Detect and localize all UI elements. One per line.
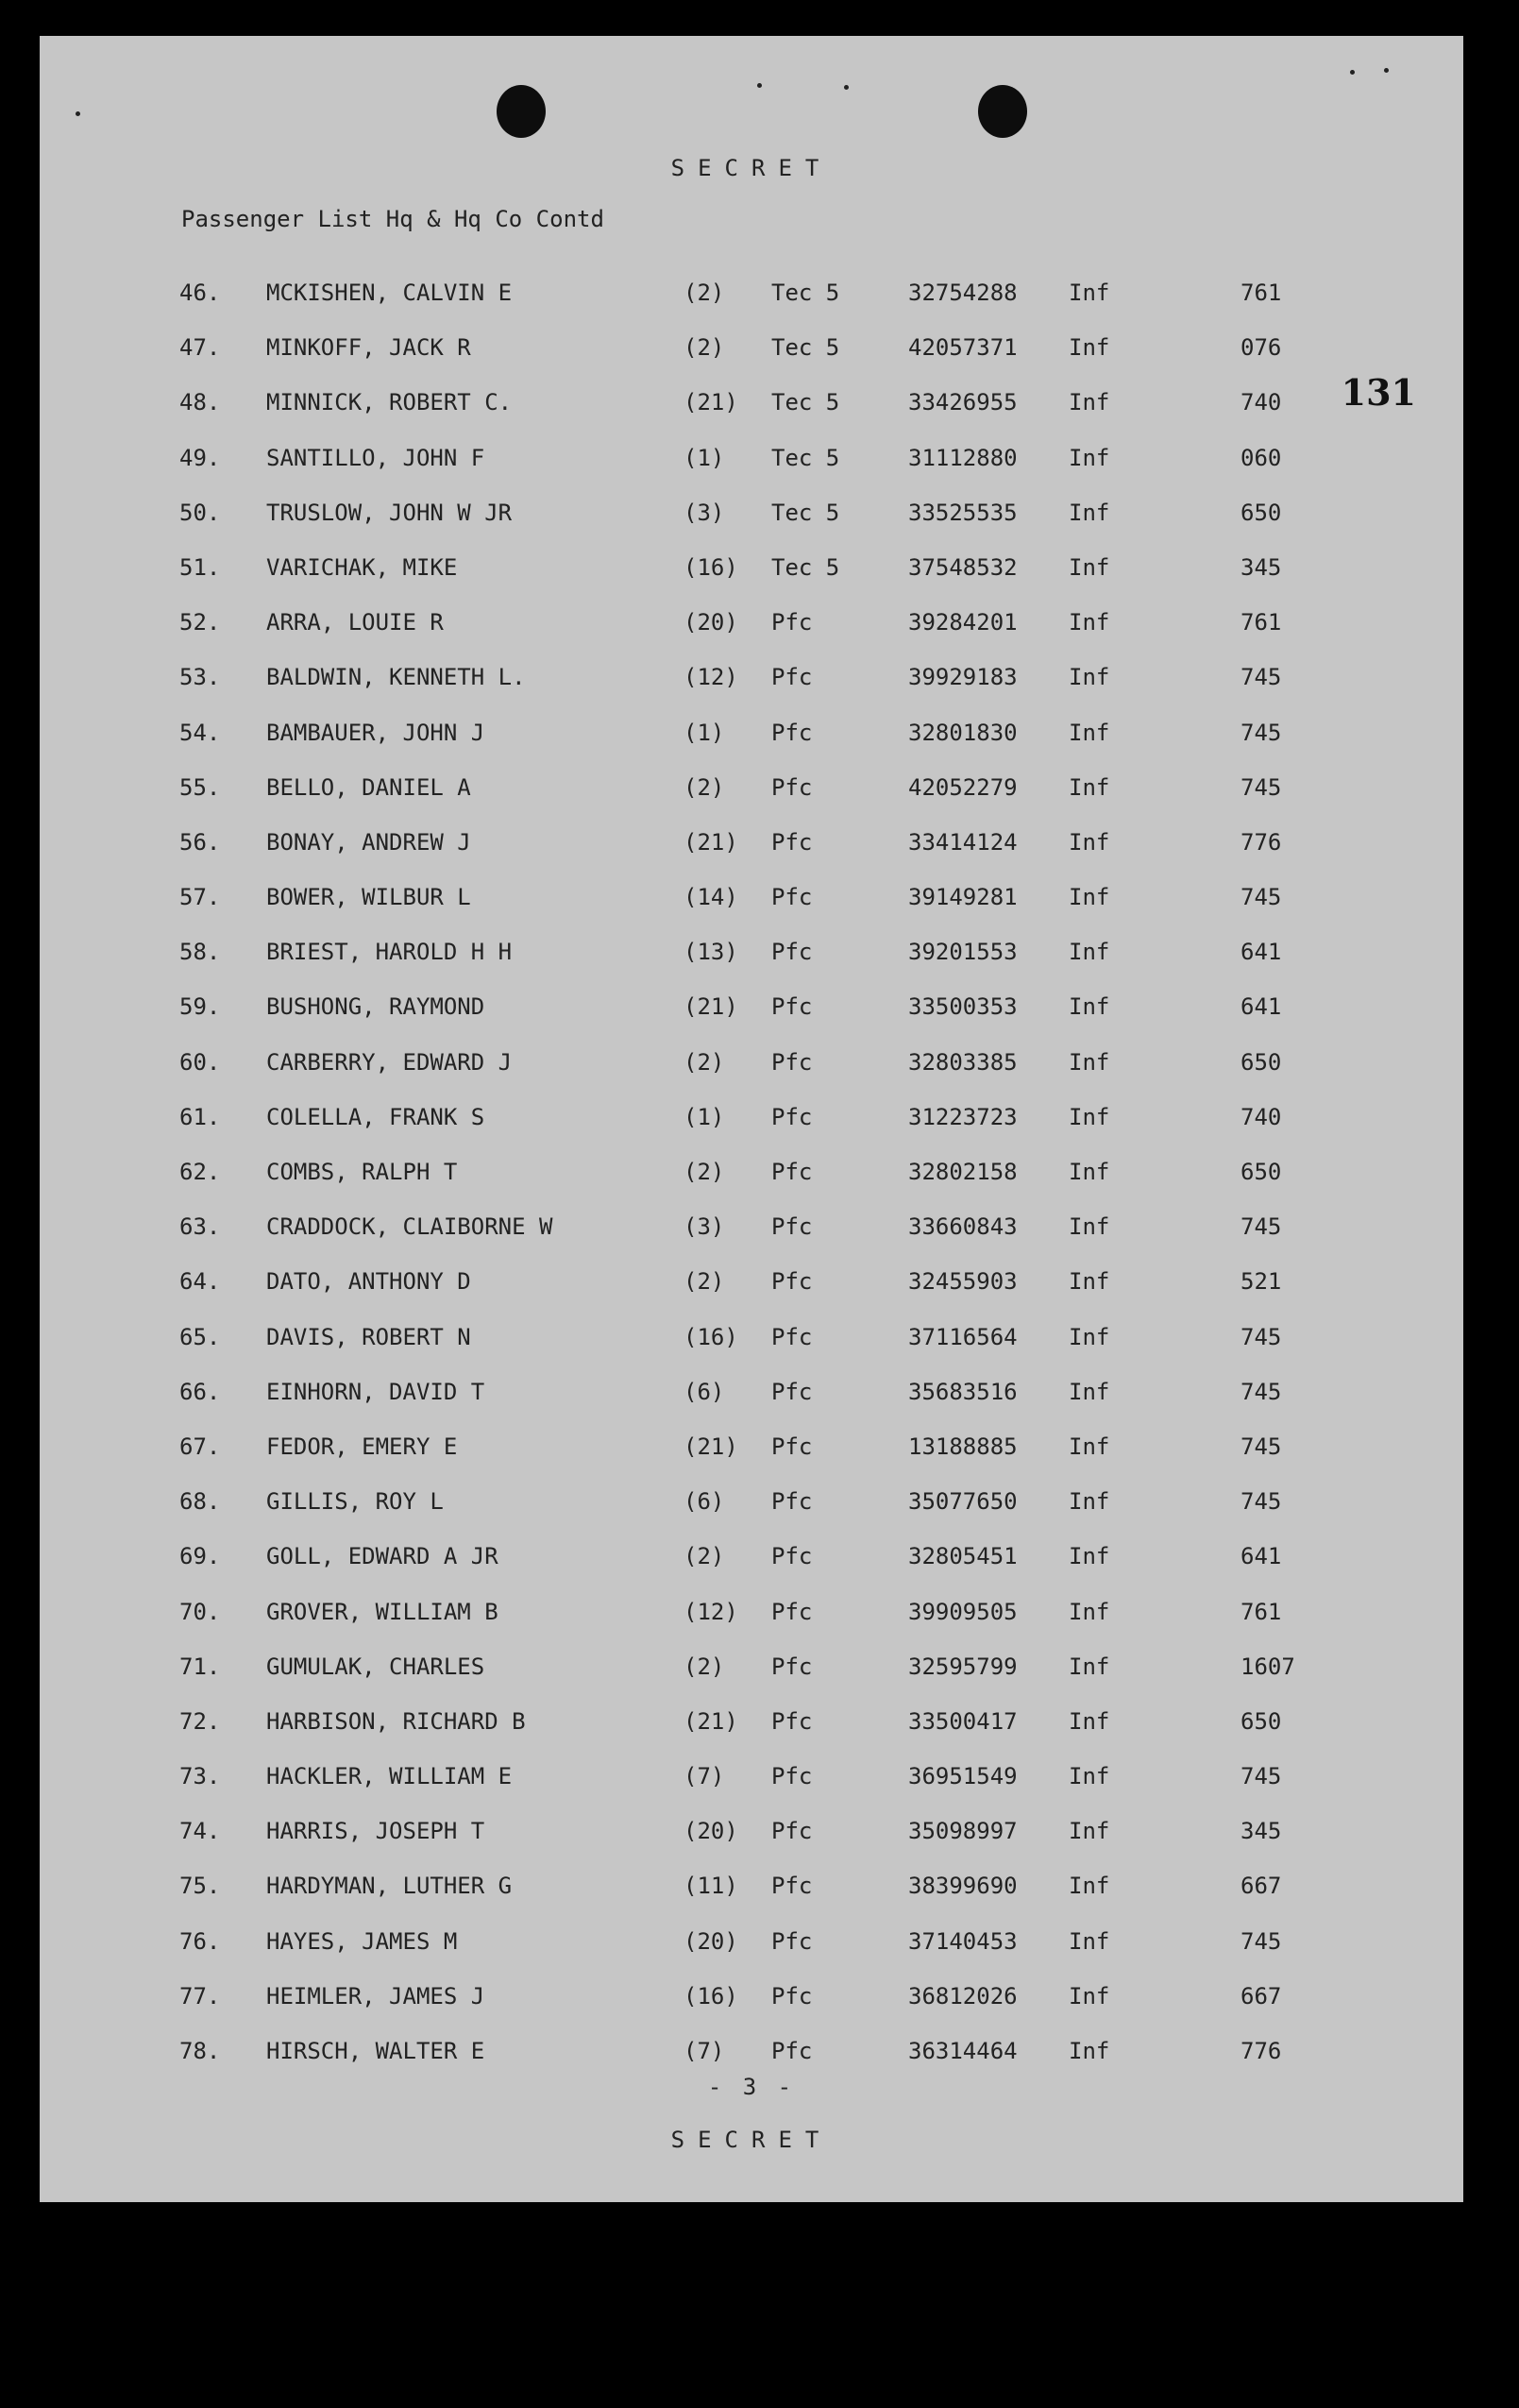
- entry-number: 66.: [179, 1378, 221, 1405]
- mos-code: 745: [1241, 1488, 1282, 1516]
- serial-number: 35683516: [908, 1378, 1018, 1405]
- entry-number: 63.: [179, 1213, 221, 1241]
- serial-number: 32595799: [908, 1653, 1018, 1680]
- paper-speck: [757, 83, 762, 88]
- rank: Pfc: [771, 773, 813, 801]
- entry-number: 59.: [179, 993, 221, 1021]
- rank: Pfc: [771, 1159, 813, 1185]
- serial-number: 33414124: [908, 828, 1018, 856]
- group-code: (16): [684, 1323, 738, 1350]
- list-item: [40, 609, 1463, 664]
- serial-number: 33500353: [908, 993, 1018, 1021]
- soldier-name: VARICHAK, MIKE: [266, 553, 458, 581]
- list-item: [40, 1268, 1463, 1323]
- mos-code: 740: [1241, 389, 1282, 416]
- entry-number: 65.: [179, 1323, 221, 1350]
- mos-code: 650: [1241, 1707, 1282, 1735]
- soldier-name: CARBERRY, EDWARD J: [266, 1048, 513, 1076]
- entry-number: 64.: [179, 1268, 221, 1296]
- serial-number: 39929183: [908, 664, 1018, 691]
- mos-code: 521: [1241, 1268, 1282, 1296]
- rank: Tec 5: [771, 444, 840, 471]
- classification-bottom: SECRET: [670, 2127, 833, 2153]
- serial-number: 39149281: [908, 884, 1018, 911]
- arm-of-service: Inf: [1069, 773, 1110, 801]
- group-code: (21): [684, 1707, 738, 1735]
- entry-number: 57.: [179, 884, 221, 911]
- rank: Pfc: [771, 1927, 813, 1955]
- mos-code: 740: [1241, 1103, 1282, 1130]
- mos-code: 745: [1241, 664, 1282, 691]
- entry-number: 78.: [179, 2038, 221, 2064]
- serial-number: 35098997: [908, 1818, 1018, 1845]
- entry-number: 72.: [179, 1707, 221, 1735]
- group-code: (12): [684, 664, 738, 691]
- group-code: (2): [684, 1159, 725, 1185]
- group-code: (7): [684, 2038, 725, 2064]
- list-item: [40, 1708, 1463, 1763]
- mos-code: 345: [1241, 1818, 1282, 1845]
- soldier-name: MCKISHEN, CALVIN E: [266, 280, 513, 306]
- group-code: (20): [684, 1818, 738, 1845]
- mos-code: 667: [1241, 1873, 1282, 1900]
- rank: Pfc: [771, 1543, 813, 1570]
- mos-code: 745: [1241, 1213, 1282, 1241]
- rank: Pfc: [771, 884, 813, 911]
- group-code: (2): [684, 1543, 725, 1570]
- arm-of-service: Inf: [1069, 719, 1110, 746]
- group-code: (7): [684, 1763, 725, 1790]
- rank: Pfc: [771, 939, 813, 966]
- entry-number: 50.: [179, 499, 221, 526]
- serial-number: 33660843: [908, 1213, 1018, 1241]
- list-item: [40, 1928, 1463, 1983]
- arm-of-service: Inf: [1069, 1378, 1110, 1405]
- list-item: [40, 554, 1463, 609]
- list-item: [40, 1763, 1463, 1818]
- rank: Pfc: [771, 1268, 813, 1296]
- soldier-name: BAMBAUER, JOHN J: [266, 719, 485, 746]
- group-code: (21): [684, 828, 738, 856]
- rank: Pfc: [771, 1763, 813, 1790]
- serial-number: 33525535: [908, 499, 1018, 526]
- soldier-name: GUMULAK, CHARLES: [266, 1653, 485, 1680]
- arm-of-service: Inf: [1069, 884, 1110, 911]
- group-code: (11): [684, 1873, 738, 1900]
- soldier-name: BALDWIN, KENNETH L.: [266, 664, 526, 691]
- list-header: Passenger List Hq & Hq Co Contd: [181, 206, 604, 232]
- entry-number: 69.: [179, 1543, 221, 1570]
- rank: Pfc: [771, 1982, 813, 2009]
- group-code: (21): [684, 993, 738, 1021]
- group-code: (3): [684, 499, 725, 526]
- group-code: (6): [684, 1488, 725, 1516]
- soldier-name: HEIMLER, JAMES J: [266, 1982, 485, 2009]
- soldier-name: TRUSLOW, JOHN W JR: [266, 499, 513, 526]
- arm-of-service: Inf: [1069, 1927, 1110, 1955]
- soldier-name: DATO, ANTHONY D: [266, 1268, 471, 1296]
- arm-of-service: Inf: [1069, 1818, 1110, 1845]
- serial-number: 42052279: [908, 773, 1018, 801]
- mos-code: 667: [1241, 1982, 1282, 2009]
- list-item: [40, 1543, 1463, 1598]
- group-code: (1): [684, 444, 725, 471]
- mos-code: 745: [1241, 719, 1282, 746]
- rank: Pfc: [771, 1653, 813, 1680]
- serial-number: 32803385: [908, 1048, 1018, 1076]
- page-number: - 3 -: [707, 2074, 796, 2100]
- arm-of-service: Inf: [1069, 1873, 1110, 1900]
- serial-number: 39284201: [908, 609, 1018, 636]
- list-item: [40, 1213, 1463, 1268]
- rank: Pfc: [771, 1873, 813, 1900]
- rank: Pfc: [771, 828, 813, 856]
- serial-number: 39909505: [908, 1598, 1018, 1625]
- group-code: (16): [684, 553, 738, 581]
- entry-number: 54.: [179, 719, 221, 746]
- entry-number: 71.: [179, 1653, 221, 1680]
- soldier-name: GILLIS, ROY L: [266, 1488, 444, 1516]
- rank: Tec 5: [771, 499, 840, 526]
- list-item: [40, 1159, 1463, 1213]
- mos-code: 776: [1241, 828, 1282, 856]
- rank: Tec 5: [771, 553, 840, 581]
- serial-number: 33426955: [908, 389, 1018, 416]
- list-item: [40, 334, 1463, 389]
- list-item: [40, 389, 1463, 444]
- list-item: [40, 1983, 1463, 2038]
- entry-number: 73.: [179, 1763, 221, 1790]
- list-item: [40, 1653, 1463, 1708]
- arm-of-service: Inf: [1069, 664, 1110, 691]
- mos-code: 641: [1241, 939, 1282, 966]
- soldier-name: HAYES, JAMES M: [266, 1927, 458, 1955]
- soldier-name: HARBISON, RICHARD B: [266, 1707, 526, 1735]
- entry-number: 52.: [179, 609, 221, 636]
- mos-code: 745: [1241, 1433, 1282, 1460]
- rank: Pfc: [771, 1433, 813, 1460]
- group-code: (2): [684, 1048, 725, 1076]
- group-code: (1): [684, 719, 725, 746]
- serial-number: 37140453: [908, 1927, 1018, 1955]
- group-code: (14): [684, 884, 738, 911]
- group-code: (2): [684, 1653, 725, 1680]
- group-code: (20): [684, 609, 738, 636]
- soldier-name: GROVER, WILLIAM B: [266, 1598, 498, 1625]
- entry-number: 55.: [179, 773, 221, 801]
- group-code: (13): [684, 939, 738, 966]
- serial-number: 37116564: [908, 1323, 1018, 1350]
- mos-code: 1607: [1241, 1653, 1295, 1680]
- list-item: [40, 1818, 1463, 1873]
- mos-code: 641: [1241, 1543, 1282, 1570]
- group-code: (2): [684, 1268, 725, 1296]
- entry-number: 60.: [179, 1048, 221, 1076]
- list-item: [40, 1433, 1463, 1488]
- soldier-name: HACKLER, WILLIAM E: [266, 1763, 513, 1790]
- arm-of-service: Inf: [1069, 280, 1110, 306]
- mos-code: 076: [1241, 334, 1282, 362]
- rank: Tec 5: [771, 334, 840, 362]
- rank: Pfc: [771, 1488, 813, 1516]
- arm-of-service: Inf: [1069, 1653, 1110, 1680]
- arm-of-service: Inf: [1069, 939, 1110, 966]
- serial-number: 32805451: [908, 1543, 1018, 1570]
- group-code: (20): [684, 1927, 738, 1955]
- list-item: [40, 720, 1463, 774]
- paper-speck: [76, 111, 80, 116]
- arm-of-service: Inf: [1069, 1707, 1110, 1735]
- soldier-name: HARRIS, JOSEPH T: [266, 1818, 485, 1845]
- rank: Pfc: [771, 664, 813, 691]
- mos-code: 776: [1241, 2038, 1282, 2064]
- group-code: (2): [684, 280, 725, 306]
- entry-number: 58.: [179, 939, 221, 966]
- rank: Pfc: [771, 1378, 813, 1405]
- document-page: [40, 36, 1463, 2202]
- list-item: [40, 1104, 1463, 1159]
- arm-of-service: Inf: [1069, 1213, 1110, 1241]
- mos-code: 745: [1241, 1378, 1282, 1405]
- list-item: [40, 1324, 1463, 1379]
- mos-code: 060: [1241, 444, 1282, 471]
- mos-code: 650: [1241, 499, 1282, 526]
- group-code: (2): [684, 773, 725, 801]
- rank: Tec 5: [771, 280, 840, 306]
- entry-number: 51.: [179, 553, 221, 581]
- serial-number: 42057371: [908, 334, 1018, 362]
- mos-code: 745: [1241, 884, 1282, 911]
- mos-code: 650: [1241, 1159, 1282, 1185]
- soldier-name: ARRA, LOUIE R: [266, 609, 444, 636]
- serial-number: 35077650: [908, 1488, 1018, 1516]
- paper-speck: [1350, 70, 1355, 75]
- arm-of-service: Inf: [1069, 2038, 1110, 2064]
- soldier-name: BRIEST, HAROLD H H: [266, 939, 513, 966]
- soldier-name: BELLO, DANIEL A: [266, 773, 471, 801]
- group-code: (3): [684, 1213, 725, 1241]
- arm-of-service: Inf: [1069, 444, 1110, 471]
- serial-number: 32754288: [908, 280, 1018, 306]
- serial-number: 39201553: [908, 939, 1018, 966]
- serial-number: 32802158: [908, 1159, 1018, 1185]
- soldier-name: EINHORN, DAVID T: [266, 1378, 485, 1405]
- arm-of-service: Inf: [1069, 389, 1110, 416]
- rank: Pfc: [771, 993, 813, 1021]
- entry-number: 77.: [179, 1982, 221, 2009]
- group-code: (16): [684, 1982, 738, 2009]
- arm-of-service: Inf: [1069, 1103, 1110, 1130]
- entry-number: 46.: [179, 280, 221, 306]
- rank: Pfc: [771, 1707, 813, 1735]
- arm-of-service: Inf: [1069, 1048, 1110, 1076]
- arm-of-service: Inf: [1069, 828, 1110, 856]
- serial-number: 32801830: [908, 719, 1018, 746]
- rank: Pfc: [771, 1818, 813, 1845]
- mos-code: 641: [1241, 993, 1282, 1021]
- entry-number: 49.: [179, 444, 221, 471]
- soldier-name: COLELLA, FRANK S: [266, 1103, 485, 1130]
- list-item: [40, 884, 1463, 939]
- rank: Pfc: [771, 2038, 813, 2064]
- rank: Pfc: [771, 1598, 813, 1625]
- list-item: [40, 774, 1463, 829]
- mos-code: 650: [1241, 1048, 1282, 1076]
- mos-code: 345: [1241, 553, 1282, 581]
- list-item: [40, 280, 1463, 334]
- soldier-name: MINNICK, ROBERT C.: [266, 389, 513, 416]
- group-code: (21): [684, 389, 738, 416]
- list-item: [40, 1599, 1463, 1653]
- group-code: (12): [684, 1598, 738, 1625]
- arm-of-service: Inf: [1069, 1433, 1110, 1460]
- list-item: [40, 1488, 1463, 1543]
- entry-number: 61.: [179, 1103, 221, 1130]
- rank: Pfc: [771, 1213, 813, 1241]
- arm-of-service: Inf: [1069, 1268, 1110, 1296]
- stamp-number: 131: [1341, 371, 1416, 414]
- list-item: [40, 664, 1463, 719]
- entry-number: 67.: [179, 1433, 221, 1460]
- serial-number: 37548532: [908, 553, 1018, 581]
- soldier-name: MINKOFF, JACK R: [266, 334, 471, 362]
- entry-number: 74.: [179, 1818, 221, 1845]
- rank: Pfc: [771, 719, 813, 746]
- soldier-name: GOLL, EDWARD A JR: [266, 1543, 498, 1570]
- soldier-name: SANTILLO, JOHN F: [266, 444, 485, 471]
- arm-of-service: Inf: [1069, 1598, 1110, 1625]
- soldier-name: BOWER, WILBUR L: [266, 884, 471, 911]
- soldier-name: BONAY, ANDREW J: [266, 828, 471, 856]
- entry-number: 53.: [179, 664, 221, 691]
- serial-number: 36314464: [908, 2038, 1018, 2064]
- list-item: [40, 445, 1463, 500]
- mos-code: 745: [1241, 1323, 1282, 1350]
- rank: Pfc: [771, 1323, 813, 1350]
- arm-of-service: Inf: [1069, 334, 1110, 362]
- soldier-name: FEDOR, EMERY E: [266, 1433, 458, 1460]
- rank: Pfc: [771, 1103, 813, 1130]
- soldier-name: COMBS, RALPH T: [266, 1159, 458, 1185]
- serial-number: 38399690: [908, 1873, 1018, 1900]
- soldier-name: HIRSCH, WALTER E: [266, 2038, 485, 2064]
- list-item: [40, 829, 1463, 884]
- punch-hole-left: [497, 85, 546, 138]
- serial-number: 31223723: [908, 1103, 1018, 1130]
- mos-code: 745: [1241, 1927, 1282, 1955]
- entry-number: 75.: [179, 1873, 221, 1900]
- soldier-name: BUSHONG, RAYMOND: [266, 993, 485, 1021]
- mos-code: 761: [1241, 609, 1282, 636]
- list-item: [40, 1049, 1463, 1104]
- group-code: (21): [684, 1433, 738, 1460]
- list-item: [40, 1379, 1463, 1433]
- serial-number: 32455903: [908, 1268, 1018, 1296]
- arm-of-service: Inf: [1069, 1982, 1110, 2009]
- paper-speck: [844, 85, 849, 90]
- arm-of-service: Inf: [1069, 1488, 1110, 1516]
- arm-of-service: Inf: [1069, 1159, 1110, 1185]
- rank: Tec 5: [771, 389, 840, 416]
- passenger-list: [40, 280, 1463, 2093]
- arm-of-service: Inf: [1069, 553, 1110, 581]
- rank: Pfc: [771, 609, 813, 636]
- entry-number: 62.: [179, 1159, 221, 1185]
- group-code: (1): [684, 1103, 725, 1130]
- entry-number: 68.: [179, 1488, 221, 1516]
- entry-number: 76.: [179, 1927, 221, 1955]
- arm-of-service: Inf: [1069, 1543, 1110, 1570]
- classification-top: SECRET: [670, 155, 833, 181]
- group-code: (6): [684, 1378, 725, 1405]
- mos-code: 745: [1241, 1763, 1282, 1790]
- list-item: [40, 993, 1463, 1048]
- entry-number: 56.: [179, 828, 221, 856]
- arm-of-service: Inf: [1069, 1323, 1110, 1350]
- entry-number: 48.: [179, 389, 221, 416]
- mos-code: 761: [1241, 280, 1282, 306]
- arm-of-service: Inf: [1069, 993, 1110, 1021]
- entry-number: 47.: [179, 334, 221, 362]
- entry-number: 70.: [179, 1598, 221, 1625]
- arm-of-service: Inf: [1069, 609, 1110, 636]
- serial-number: 36812026: [908, 1982, 1018, 2009]
- serial-number: 36951549: [908, 1763, 1018, 1790]
- list-item: [40, 500, 1463, 554]
- punch-hole-right: [978, 85, 1027, 138]
- rank: Pfc: [771, 1048, 813, 1076]
- paper-speck: [1384, 68, 1389, 73]
- serial-number: 13188885: [908, 1433, 1018, 1460]
- serial-number: 33500417: [908, 1707, 1018, 1735]
- soldier-name: CRADDOCK, CLAIBORNE W: [266, 1213, 553, 1241]
- soldier-name: DAVIS, ROBERT N: [266, 1323, 471, 1350]
- list-item: [40, 939, 1463, 993]
- arm-of-service: Inf: [1069, 1763, 1110, 1790]
- serial-number: 31112880: [908, 444, 1018, 471]
- arm-of-service: Inf: [1069, 499, 1110, 526]
- mos-code: 745: [1241, 773, 1282, 801]
- soldier-name: HARDYMAN, LUTHER G: [266, 1873, 513, 1900]
- list-item: [40, 1873, 1463, 1927]
- mos-code: 761: [1241, 1598, 1282, 1625]
- group-code: (2): [684, 334, 725, 362]
